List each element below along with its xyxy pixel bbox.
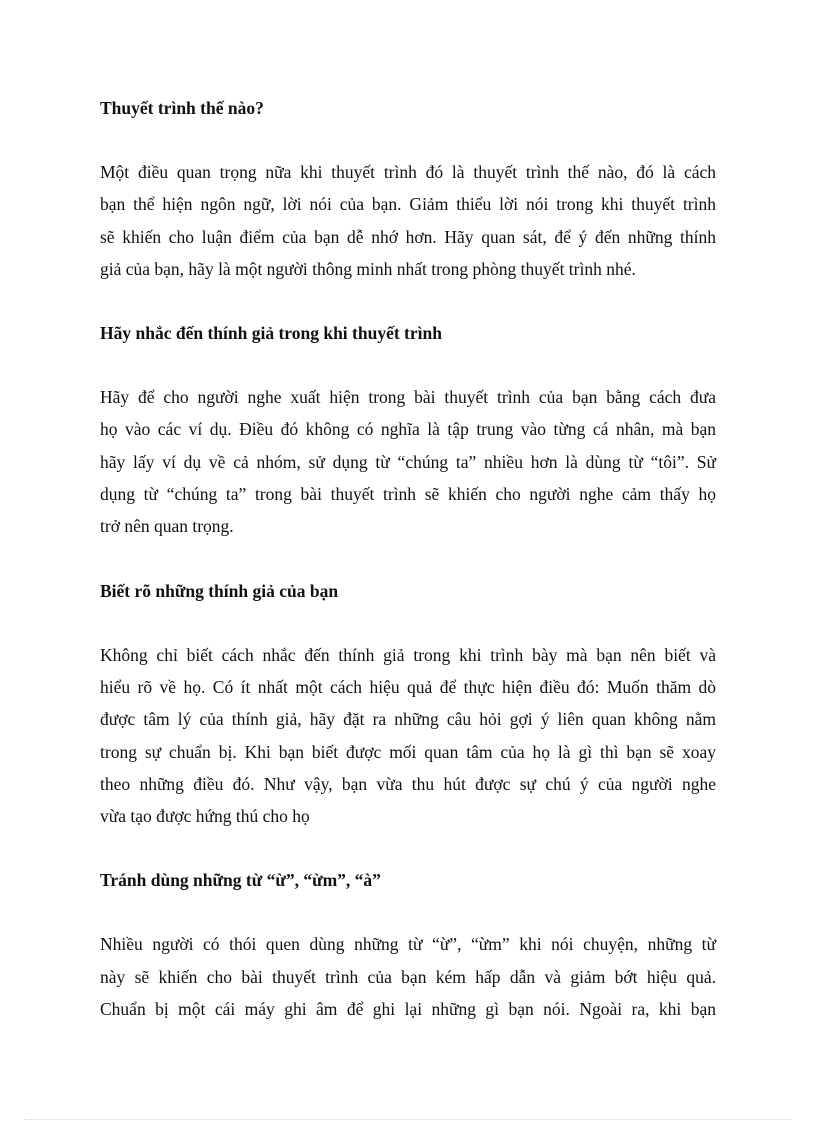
section-paragraph [100,381,716,542]
paragraph-line: họ vào các ví dụ. Điều đó không có nghĩa là tập trung vào từng cá nhân, mà bạn [100,419,716,440]
section-heading: Biết rõ những thính giả của bạn [100,580,339,601]
paragraph-line: được tâm lý của thính giả, hãy đặt ra những câu hỏi gợi ý liên quan không nằm [100,709,716,730]
section-paragraph [100,639,716,833]
section-paragraph [100,928,716,1025]
section-heading: Thuyết trình thế nào? [100,98,264,118]
paragraph-line: hãy lấy ví dụ về cả nhóm, sử dụng từ “chúng ta” nhiều hơn là dùng từ “tôi”. Sử [100,451,716,472]
section-heading: Tránh dùng những từ “ừ”, “ừm”, “à” [100,870,381,891]
section-paragraph [100,156,716,285]
paragraph-line: vừa tạo được hứng thú cho họ [100,806,310,827]
paragraph-line: Nhiều người có thói quen dùng những từ “ừ”, “ừm” khi nói chuyện, những từ [100,934,716,955]
paragraph-line: này sẽ khiến cho bài thuyết trình của bạn kém hấp dẫn và giảm bớt hiệu quả. [100,966,716,987]
paragraph-line: Một điều quan trọng nữa khi thuyết trình đó là thuyết trình thế nào, đó là cách [100,162,716,182]
paragraph-line: Không chỉ biết cách nhắc đến thính giả trong khi trình bày mà bạn nên biết và [100,644,716,665]
section-heading: Hãy nhắc đến thính giả trong khi thuyết trình [100,323,442,344]
paragraph-line: dụng từ “chúng ta” trong bài thuyết trình sẽ khiến cho người nghe cảm thấy họ [100,484,716,505]
document-body [100,92,716,1025]
paragraph-line: theo những điều đó. Như vậy, bạn vừa thu hút được sự chú ý của người nghe [100,773,716,794]
paragraph-line: Chuẩn bị một cái máy ghi âm để ghi lại những gì bạn nói. Ngoài ra, khi bạn [100,999,716,1020]
page-bottom-divider [24,1119,792,1120]
paragraph-line: Hãy để cho người nghe xuất hiện trong bài thuyết trình của bạn bằng cách đưa [100,387,716,408]
paragraph-line: hiểu rõ về họ. Có ít nhất một cách hiệu quả để thực hiện điều đó: Muốn thăm dò [100,676,716,697]
paragraph-line: giả của bạn, hãy là một người thông minh nhất trong phòng thuyết trình nhé. [100,258,636,279]
paragraph-line: sẽ khiến cho luận điểm của bạn dễ nhớ hơn. Hãy quan sát, để ý đến những thính [100,226,716,247]
paragraph-line: trở nên quan trọng. [100,516,234,537]
paragraph-line: bạn thể hiện ngôn ngữ, lời nói của bạn. Giảm thiểu lời nói trong khi thuyết trình [100,194,716,215]
paragraph-line: trong sự chuẩn bị. Khi bạn biết được mối quan tâm của họ là gì thì bạn sẽ xoay [100,741,716,762]
